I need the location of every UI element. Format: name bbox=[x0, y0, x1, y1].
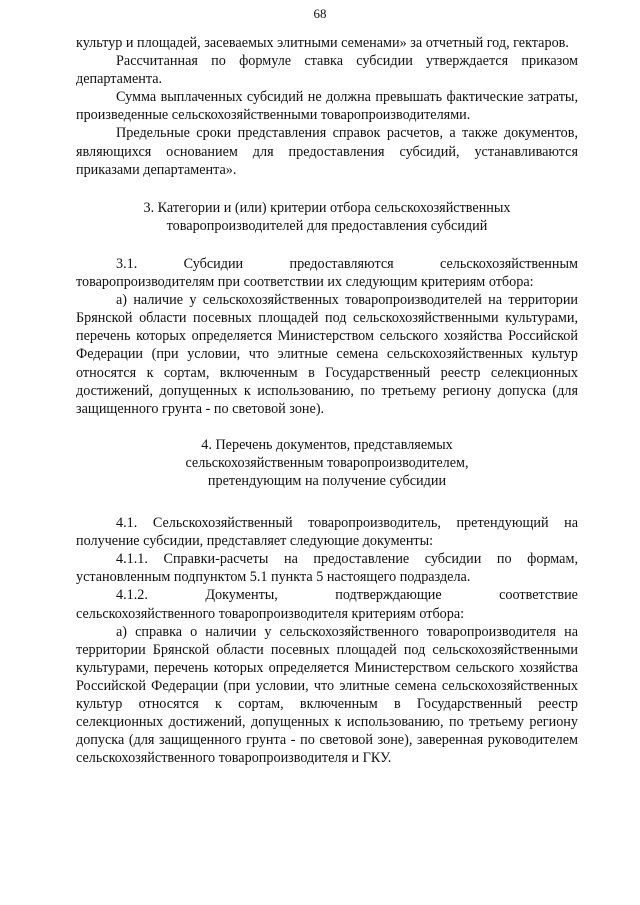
section-4-heading bbox=[76, 436, 578, 490]
section-4-heading-line-2: сельскохозяйственным товаропроизводителем, bbox=[185, 454, 469, 471]
section-4-paragraph-2: 4.1.1. Справки-расчеты на предоставление субсидии по формам, установленным подпунктом 5.1 пункта 5 настоящего подраздела. bbox=[76, 551, 578, 586]
section-4-paragraph-3-rest: сельскохозяйственного товаропроизводителя критериям отбора: bbox=[76, 605, 465, 622]
section-4-paragraph-3-first-line bbox=[76, 586, 578, 604]
section-4-p3-word-2: Документы, bbox=[205, 587, 278, 604]
section-4-heading-line-1: 4. Перечень документов, представляемых bbox=[201, 436, 453, 453]
section-3-heading bbox=[76, 199, 578, 235]
section-4-p3-word-4: соответствие bbox=[499, 587, 578, 604]
section-3-heading-line-1: 3. Категории и (или) критерии отбора сельскохозяйственных bbox=[143, 199, 511, 216]
intro-paragraph-2: Рассчитанная по формуле ставка субсидии утверждается приказом департамента. bbox=[76, 53, 578, 88]
document-body bbox=[76, 34, 578, 767]
section-4-paragraph-1: 4.1. Сельскохозяйственный товаропроизводитель, претендующий на получение субсидии, представляет следующие документы: bbox=[76, 515, 578, 550]
section-3-paragraph-2: а) наличие у сельскохозяйственных товаропроизводителей на территории Брянской области посевных площадей под сельскохозяйственными культурами, перечень которых определяется Министерством сельского хозяйства Российской Федерации (при условии, что элитные семена сельскохозяйственных культур относятся к сортам, включенным в Государственный реестр селекционных достижений, допущенных к использованию, по третьему региону допуска (для защищенного грунта - по световой зоне). bbox=[76, 292, 578, 417]
intro-paragraph-3: Сумма выплаченных субсидий не должна превышать фактические затраты, произведенные сельскохозяйственными товаропроизводителями. bbox=[76, 89, 578, 124]
section-4-heading-line-3: претендующим на получение субсидии bbox=[207, 472, 447, 489]
section-4-paragraph-4: а) справка о наличии у сельскохозяйственного товаропроизводителя на территории Брянской области посевных площадей под сельскохозяйственными культурами, перечень которых определяется Министерством сельского хозяйства Российской Федерации (при условии, что элитные семена сельскохозяйственных культур относятся к сортам, включенным в Государственный реестр селекционных достижений, допущенных к использованию, по третьему региону допуска (для защищенного грунта - по световой зоне), заверенная руководителем сельскохозяйственного товаропроизводителя и ГКУ. bbox=[76, 623, 578, 767]
section-4-p3-word-1: 4.1.2. bbox=[116, 587, 148, 604]
page-number: 68 bbox=[313, 6, 327, 21]
intro-paragraph-4: Предельные сроки представления справок расчетов, а также документов, являющихся основанием для предоставления субсидий, устанавливаются приказами департамента». bbox=[76, 125, 578, 178]
section-3-paragraph-1: 3.1. Субсидии предоставляются сельскохозяйственным товаропроизводителям при соответствии их следующим критериям отбора: bbox=[76, 255, 578, 291]
section-4-p3-word-3: подтверждающие bbox=[335, 587, 442, 604]
intro-paragraph-1: культур и площадей, засеваемых элитными семенами» за отчетный год, гектаров. bbox=[76, 35, 569, 51]
section-3-heading-line-2: товаропроизводителей для предоставления субсидий bbox=[166, 217, 488, 234]
